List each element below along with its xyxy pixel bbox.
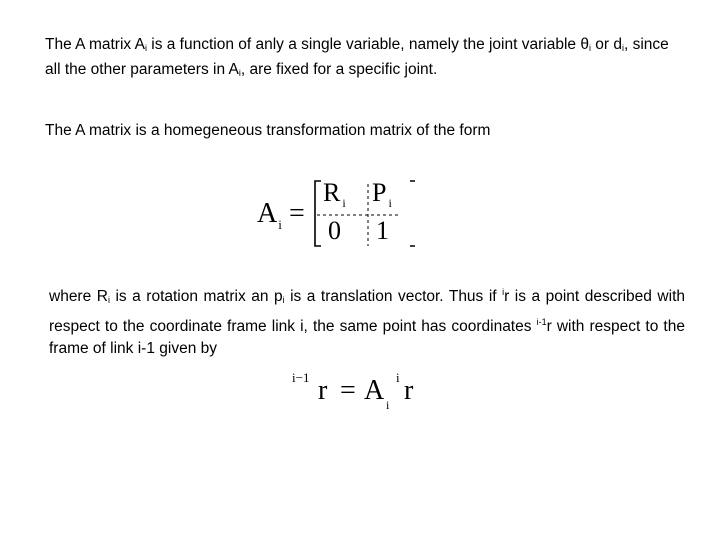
subscript: i (144, 43, 147, 53)
paragraph-rotation-translation (49, 281, 685, 360)
rotation-symbol: R (323, 178, 341, 207)
subscript: i (238, 68, 241, 78)
equation-a-matrix (255, 176, 415, 250)
one-cell: 1 (376, 216, 389, 245)
text: , are fixed for a specific joint. (240, 61, 438, 78)
frame-prefix: i−1 (292, 370, 310, 385)
matrix-symbol: A (257, 198, 278, 229)
right-bracket (410, 181, 415, 246)
point-symbol: r (318, 375, 328, 406)
equals-sign: = (289, 198, 305, 229)
subscript: i (342, 196, 346, 210)
subscript: i (278, 217, 282, 232)
frame-prefix: i (396, 370, 400, 385)
text: is a rotation matrix an p (109, 288, 283, 305)
superscript: i-1 (536, 317, 547, 327)
left-bracket (315, 181, 321, 246)
paragraph-homogeneous-form: The A matrix is a homegeneous transformation matrix of the form (45, 122, 491, 139)
subscript: i (107, 295, 110, 305)
translation-cell (372, 178, 390, 208)
equation-point-transform (290, 368, 430, 412)
equals-sign: = (340, 375, 356, 406)
subscript: i (621, 43, 624, 53)
text: r with respect to the frame of link i-1 given by (49, 318, 685, 357)
point-symbol: r (404, 375, 414, 406)
paragraph-a-matrix-variable (45, 34, 685, 84)
zero-cell: 0 (328, 216, 341, 245)
subscript: i (388, 196, 392, 210)
subscript: i (588, 43, 591, 53)
text: r is a point described with respect to the coordinate frame link i, the same point has coordinates (49, 288, 685, 335)
matrix-symbol: A (364, 375, 385, 406)
superscript: i (502, 287, 505, 297)
translation-symbol: P (372, 178, 387, 207)
subscript: i (386, 398, 390, 412)
text: where R (49, 288, 108, 305)
text: is a function of anly a single variable, namely the joint variable θ (146, 36, 589, 53)
subscript: i (282, 295, 285, 305)
text: or d (590, 36, 622, 53)
text: The A matrix A (45, 36, 145, 53)
text: , since all the other parameters in A (45, 36, 669, 78)
rotation-cell (323, 178, 344, 208)
text: is a translation vector. Thus if (284, 288, 503, 305)
